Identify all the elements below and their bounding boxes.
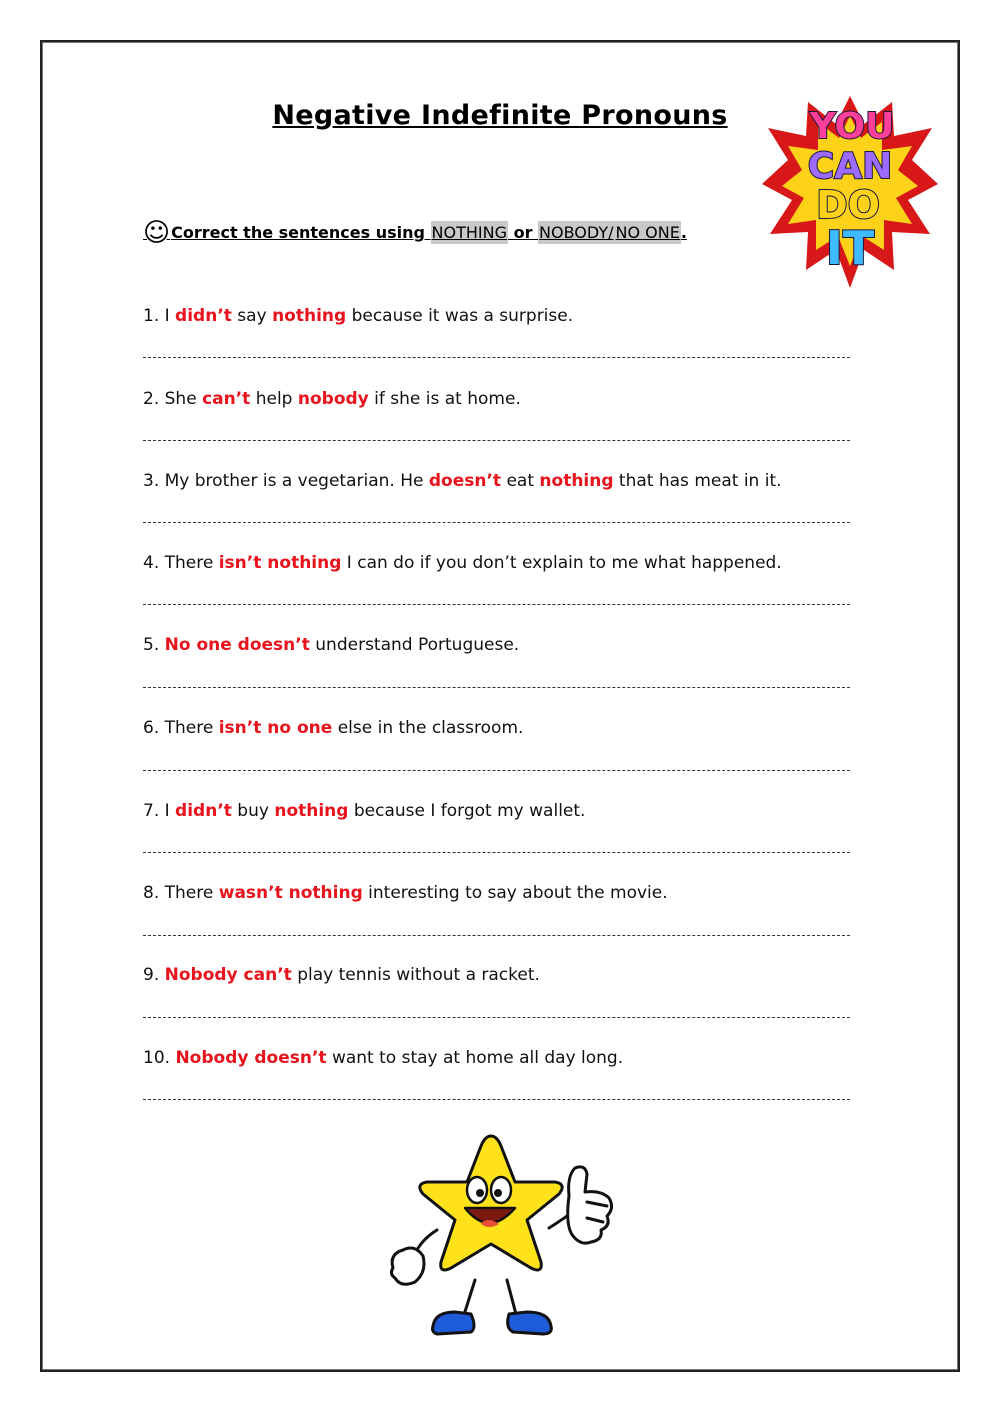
highlight-nothing: NOTHING: [431, 223, 507, 242]
sentence-4: 4. There isn’t nothing I can do if you don’t explain to me what happened.: [143, 553, 782, 573]
answer-line-8[interactable]: [143, 935, 850, 936]
answer-line-1[interactable]: [143, 357, 850, 358]
right-eye: [491, 1177, 511, 1203]
answer-line-10[interactable]: [143, 1099, 850, 1100]
sentence-10: 10. Nobody doesn’t want to stay at home all day long.: [143, 1048, 624, 1068]
star-mascot-illustration: [385, 1130, 617, 1340]
answer-line-5[interactable]: [143, 687, 850, 688]
badge-line-3: DO: [816, 183, 880, 227]
answer-line-9[interactable]: [143, 1017, 850, 1018]
smiley-icon: ☺: [143, 218, 171, 248]
badge-line-2: CAN: [807, 146, 893, 187]
sentence-8: 8. There wasn’t nothing interesting to say about the movie.: [143, 883, 668, 903]
answer-line-7[interactable]: [143, 852, 850, 853]
star-body: [420, 1136, 562, 1270]
page-title: Negative Indefinite Pronouns: [272, 100, 728, 131]
you-can-do-it-badge: [762, 94, 938, 290]
highlight-no-one: NO ONE: [615, 223, 680, 242]
instruction-prefix: Correct the sentences using: [171, 223, 431, 242]
instruction-suffix: .: [680, 223, 687, 242]
highlight-nobody: NOBODY/: [539, 223, 614, 242]
left-glove: [391, 1248, 424, 1284]
answer-line-6[interactable]: [143, 770, 850, 771]
sentence-5: 5. No one doesn’t understand Portuguese.: [143, 635, 520, 655]
answer-line-2[interactable]: [143, 440, 850, 441]
left-eye: [467, 1177, 487, 1203]
left-shoe: [433, 1312, 475, 1334]
sentence-9: 9. Nobody can’t play tennis without a racket.: [143, 965, 540, 985]
badge-line-1: YOU: [809, 106, 895, 147]
sentence-2: 2. She can’t help nobody if she is at home.: [143, 389, 521, 409]
answer-line-3[interactable]: [143, 522, 850, 523]
badge-line-4: IT: [825, 221, 875, 275]
sentence-7: 7. I didn’t buy nothing because I forgot my wallet.: [143, 801, 586, 821]
sentence-6: 6. There isn’t no one else in the classroom.: [143, 718, 524, 738]
answer-line-4[interactable]: [143, 604, 850, 605]
instruction-connector: or: [508, 223, 539, 242]
right-shoe: [508, 1312, 552, 1334]
sentence-1: 1. I didn’t say nothing because it was a surprise.: [143, 306, 574, 326]
instruction: [143, 218, 687, 248]
sentence-3: 3. My brother is a vegetarian. He doesn’t eat nothing that has meat in it.: [143, 471, 782, 491]
